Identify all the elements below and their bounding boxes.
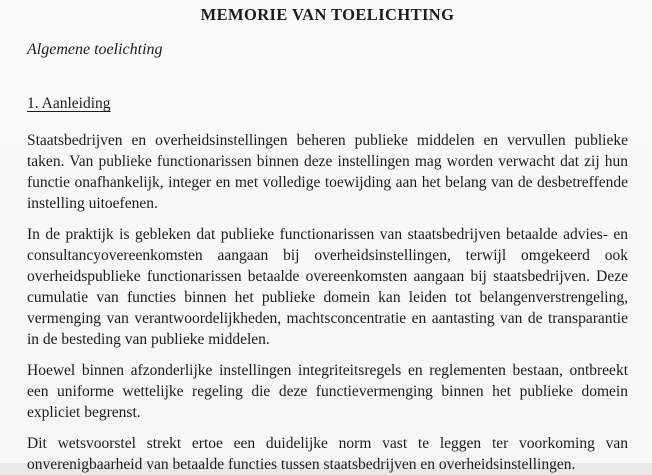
text-line: in de besteding van publieke middelen. bbox=[27, 331, 270, 348]
text-line: instelling uitoefenen. bbox=[27, 195, 158, 212]
paragraph-4 bbox=[27, 433, 628, 475]
document-title: MEMORIE VAN TOELICHTING bbox=[200, 5, 455, 24]
text-line: overheidspublieke functionarissen betaalde overeenkomsten aangaan bij staatsbedrijven. Deze bbox=[27, 268, 628, 285]
text-line: cumulatie van functies binnen het publieke domein kan leiden tot belangenverstrengeling, bbox=[27, 289, 628, 306]
text-line: een uniforme wettelijke regeling die deze functievermenging binnen het publieke domein bbox=[27, 383, 628, 400]
text-line: In de praktijk is gebleken dat publieke functionarissen van staatsbedrijven betaalde advies- en bbox=[27, 226, 628, 243]
text-line: functie onafhankelijk, integer en met volledige toewijding aan het belang van de desbetreffende bbox=[27, 174, 628, 191]
text-line: Hoewel binnen afzonderlijke instellingen integriteitsregels en reglementen bestaan, ontbreekt bbox=[27, 362, 628, 379]
text-line: consultancyovereenkomsten aangaan bij overheidsinstellingen, terwijl omgekeerd ook bbox=[27, 247, 628, 264]
text-line: onverenigbaarheid van betaalde functies tussen staatsbedrijven en overheidsinstellingen. bbox=[27, 456, 576, 473]
text-line: expliciet begrenst. bbox=[27, 404, 141, 421]
section-heading: 1. Aanleiding bbox=[27, 95, 111, 112]
paragraph-3 bbox=[27, 360, 628, 423]
text-line: Staatsbedrijven en overheidsinstellingen beheren publieke middelen en vervullen publieke bbox=[27, 132, 628, 149]
paragraph-1 bbox=[27, 130, 628, 214]
paragraph-2 bbox=[27, 224, 628, 350]
text-line: taken. Van publieke functionarissen binnen deze instellingen mag worden verwacht dat zij hun bbox=[27, 153, 628, 170]
text-line: Dit wetsvoorstel strekt ertoe een duidelijke norm vast te leggen ter voorkoming van bbox=[27, 435, 628, 452]
text-line: vermenging van verantwoordelijkheden, machtsconcentratie en aantasting van de transparantie bbox=[27, 310, 628, 327]
document-subtitle: Algemene toelichting bbox=[27, 41, 163, 58]
